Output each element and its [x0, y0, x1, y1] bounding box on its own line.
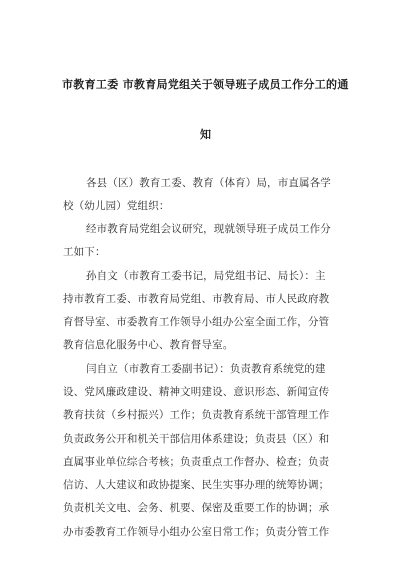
- body-line: 设、党风廉政建设、精神文明建设、意识形态、新闻宣传: [63, 386, 330, 398]
- body-line: 育督导室、市委教育工作领导小组办公室全面工作，分管: [63, 316, 330, 328]
- body-line: 经市教育局党组会议研究，现就领导班子成员工作分: [86, 223, 331, 235]
- body-line: 教育信息化服务中心、教育督导室。: [63, 339, 234, 351]
- body-line: 各县（区）教育工委、教育（体育）局，市直属各学: [86, 177, 331, 189]
- body-line: 孙自文（市教育工委书记，局党组书记、局长）：主: [86, 270, 326, 282]
- body-line: 负责政务公开和机关干部信用体系建设；负责县（区）和: [63, 433, 330, 445]
- body-line: 负责机关文电、会务、机要、保密及重要工作的协调；承: [63, 502, 330, 514]
- document-title: 市教育工委 市教育局党组关于领导班子成员工作分工的通: [62, 78, 349, 91]
- body-line: 校（幼儿园）党组织：: [63, 200, 170, 212]
- body-line: 信访、人大建议和政协提案、民生实事办理的统筹协调；: [63, 479, 330, 491]
- body-line: 闫自立（市教育工委副书记）：负责教育系统党的建: [86, 363, 326, 375]
- body-line: 办市委教育工作领导小组办公室日常工作；负责分管工作: [63, 526, 330, 538]
- body-line: 直属事业单位综合考核；负责重点工作督办、检查；负责: [63, 456, 330, 468]
- document-title-continued: 知: [200, 128, 211, 141]
- body-line: 持市教育工委、市教育局党组、市教育局、市人民政府教: [63, 293, 330, 305]
- body-line: 工如下：: [63, 246, 106, 258]
- body-line: 教育扶贫（乡村振兴）工作；负责教育系统干部管理工作: [63, 409, 330, 421]
